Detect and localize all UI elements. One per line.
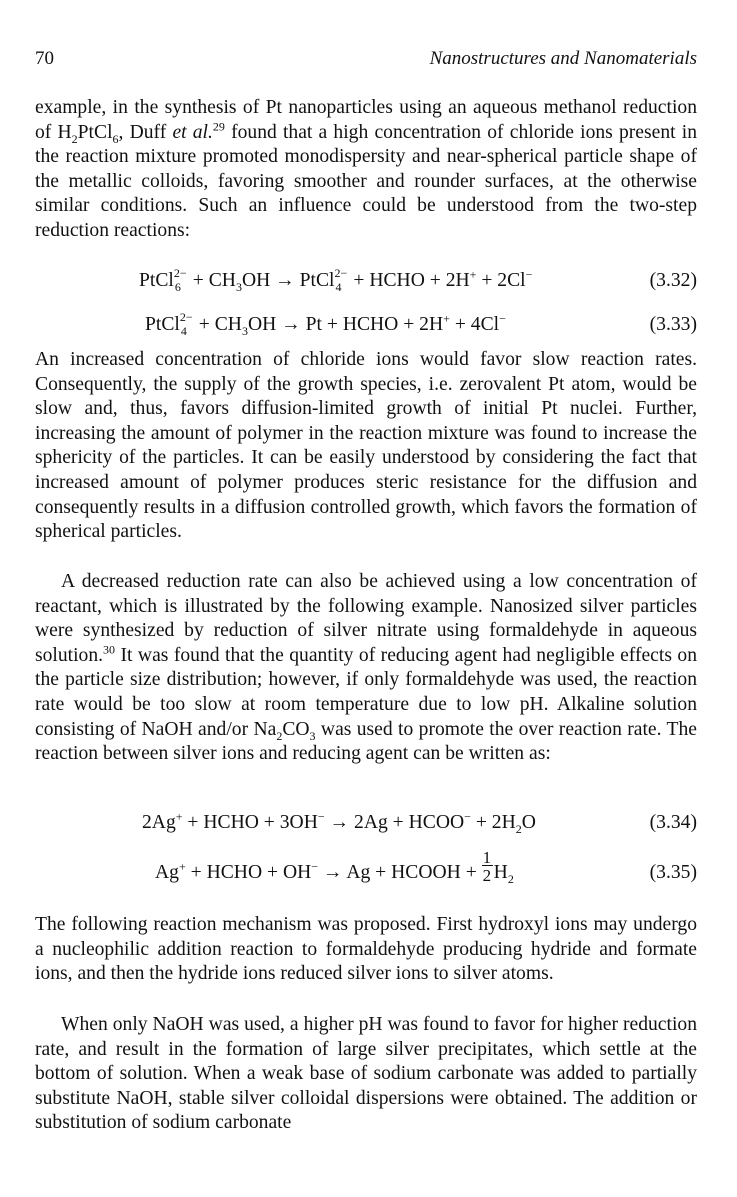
equation-number: (3.35): [649, 862, 697, 883]
paragraph-chloride-effect: An increased concentration of chloride ions would favor slow reaction rates. Consequently, the supply of the growth species, i.e. zerovalent Pt atom, would be slow and, thus, favors diffusion-limited growth of initial Pt nuclei. Further, increasing the amount of polymer in the reaction mixture was found to increase the sphericity of the particles. It can be easily understood by considering the fact that increased amount of polymer produces steric resistance for the diffusion and consequently results in a diffusion controlled growth, which favors the formation of spherical particles.: [35, 349, 697, 543]
citation-30: 30: [103, 642, 116, 657]
fraction-one-half: $\frac{1}{2}$: [482, 848, 492, 885]
equation-3-33: [35, 310, 697, 344]
equation-3-34: [35, 809, 697, 842]
equation-number: (3.33): [649, 314, 697, 335]
equation-3-32-expression: PtCl 2− 6 + $CH_3OH$ → PtCl 2− 4 + HCHO + 2H+ + 2Cl−: [139, 266, 533, 294]
equation-3-35: [35, 848, 697, 892]
equation-3-33-expression: PtCl 2− 4 + $CH_3OH \to Pt$ + HCHO + 2H+ + 4Cl−: [145, 310, 506, 338]
equation-number: (3.32): [649, 270, 697, 291]
running-header: [35, 48, 697, 74]
citation-29: 29: [212, 119, 225, 134]
paragraph-silver-synthesis: A decreased reduction rate can also be achieved using a low concentration of reactant, which is illustrated by the following example. Nanosized silver particles were synthesized by reduction of silver nitrate using formaldehyde in aqueous solution.$^{30}$ It was found that the quantity of reducing agent had negligible effects on the particle size distribution; however, if only formaldehyde was used, the reaction rate would be too slow at room temperature due to low pH. Alkaline solution consisting of NaOH and/or $Na_2CO_3$ was used to promote the over reaction rate. The reaction between silver ions and reducing agent can be written as:: [35, 571, 697, 765]
equation-3-35-expression: Ag+ + HCHO + OH− → Ag + HCOOH + $\frac{1}{2}$ $H_2$: [155, 848, 514, 886]
equation-number: (3.34): [649, 812, 697, 833]
paragraph-reaction-mechanism: The following reaction mechanism was proposed. First hydroxyl ions may undergo a nucleophilic addition reaction to formaldehyde producing hydride and formate ions, and then the hydride ions reduced silver ions to silver atoms.: [35, 914, 697, 985]
page-number: 70: [35, 48, 54, 69]
running-title: Nanostructures and Nanomaterials: [429, 48, 697, 69]
paragraph-pt-synthesis: example, in the synthesis of Pt nanoparticles using an aqueous methanol reduction of $H_2PtCl_6$, Duff et al.$^{29}$ found that a high concentration of chloride ions present in the reaction mixture promoted monodispersity and near-spherical particle shape of the metallic colloids, favoring smoother and rounder surfaces, at the otherwise similar conditions. Such an influence could be understood from the two-step reduction reactions:: [35, 97, 697, 241]
equation-3-34-expression: 2Ag+ + HCHO + 3OH− → 2Ag + HCOO− + $2H_2O$: [142, 809, 536, 836]
paragraph-naoh-effect: When only NaOH was used, a higher pH was found to favor for higher reduction rate, and result in the formation of large silver precipitates, which settle at the bottom of solution. When a weak base of sodium carbonate was added to partially substitute NaOH, stable silver colloidal dispersions were obtained. The addition or substitution of sodium carbonate: [35, 1014, 697, 1134]
equation-3-32: [35, 266, 697, 300]
